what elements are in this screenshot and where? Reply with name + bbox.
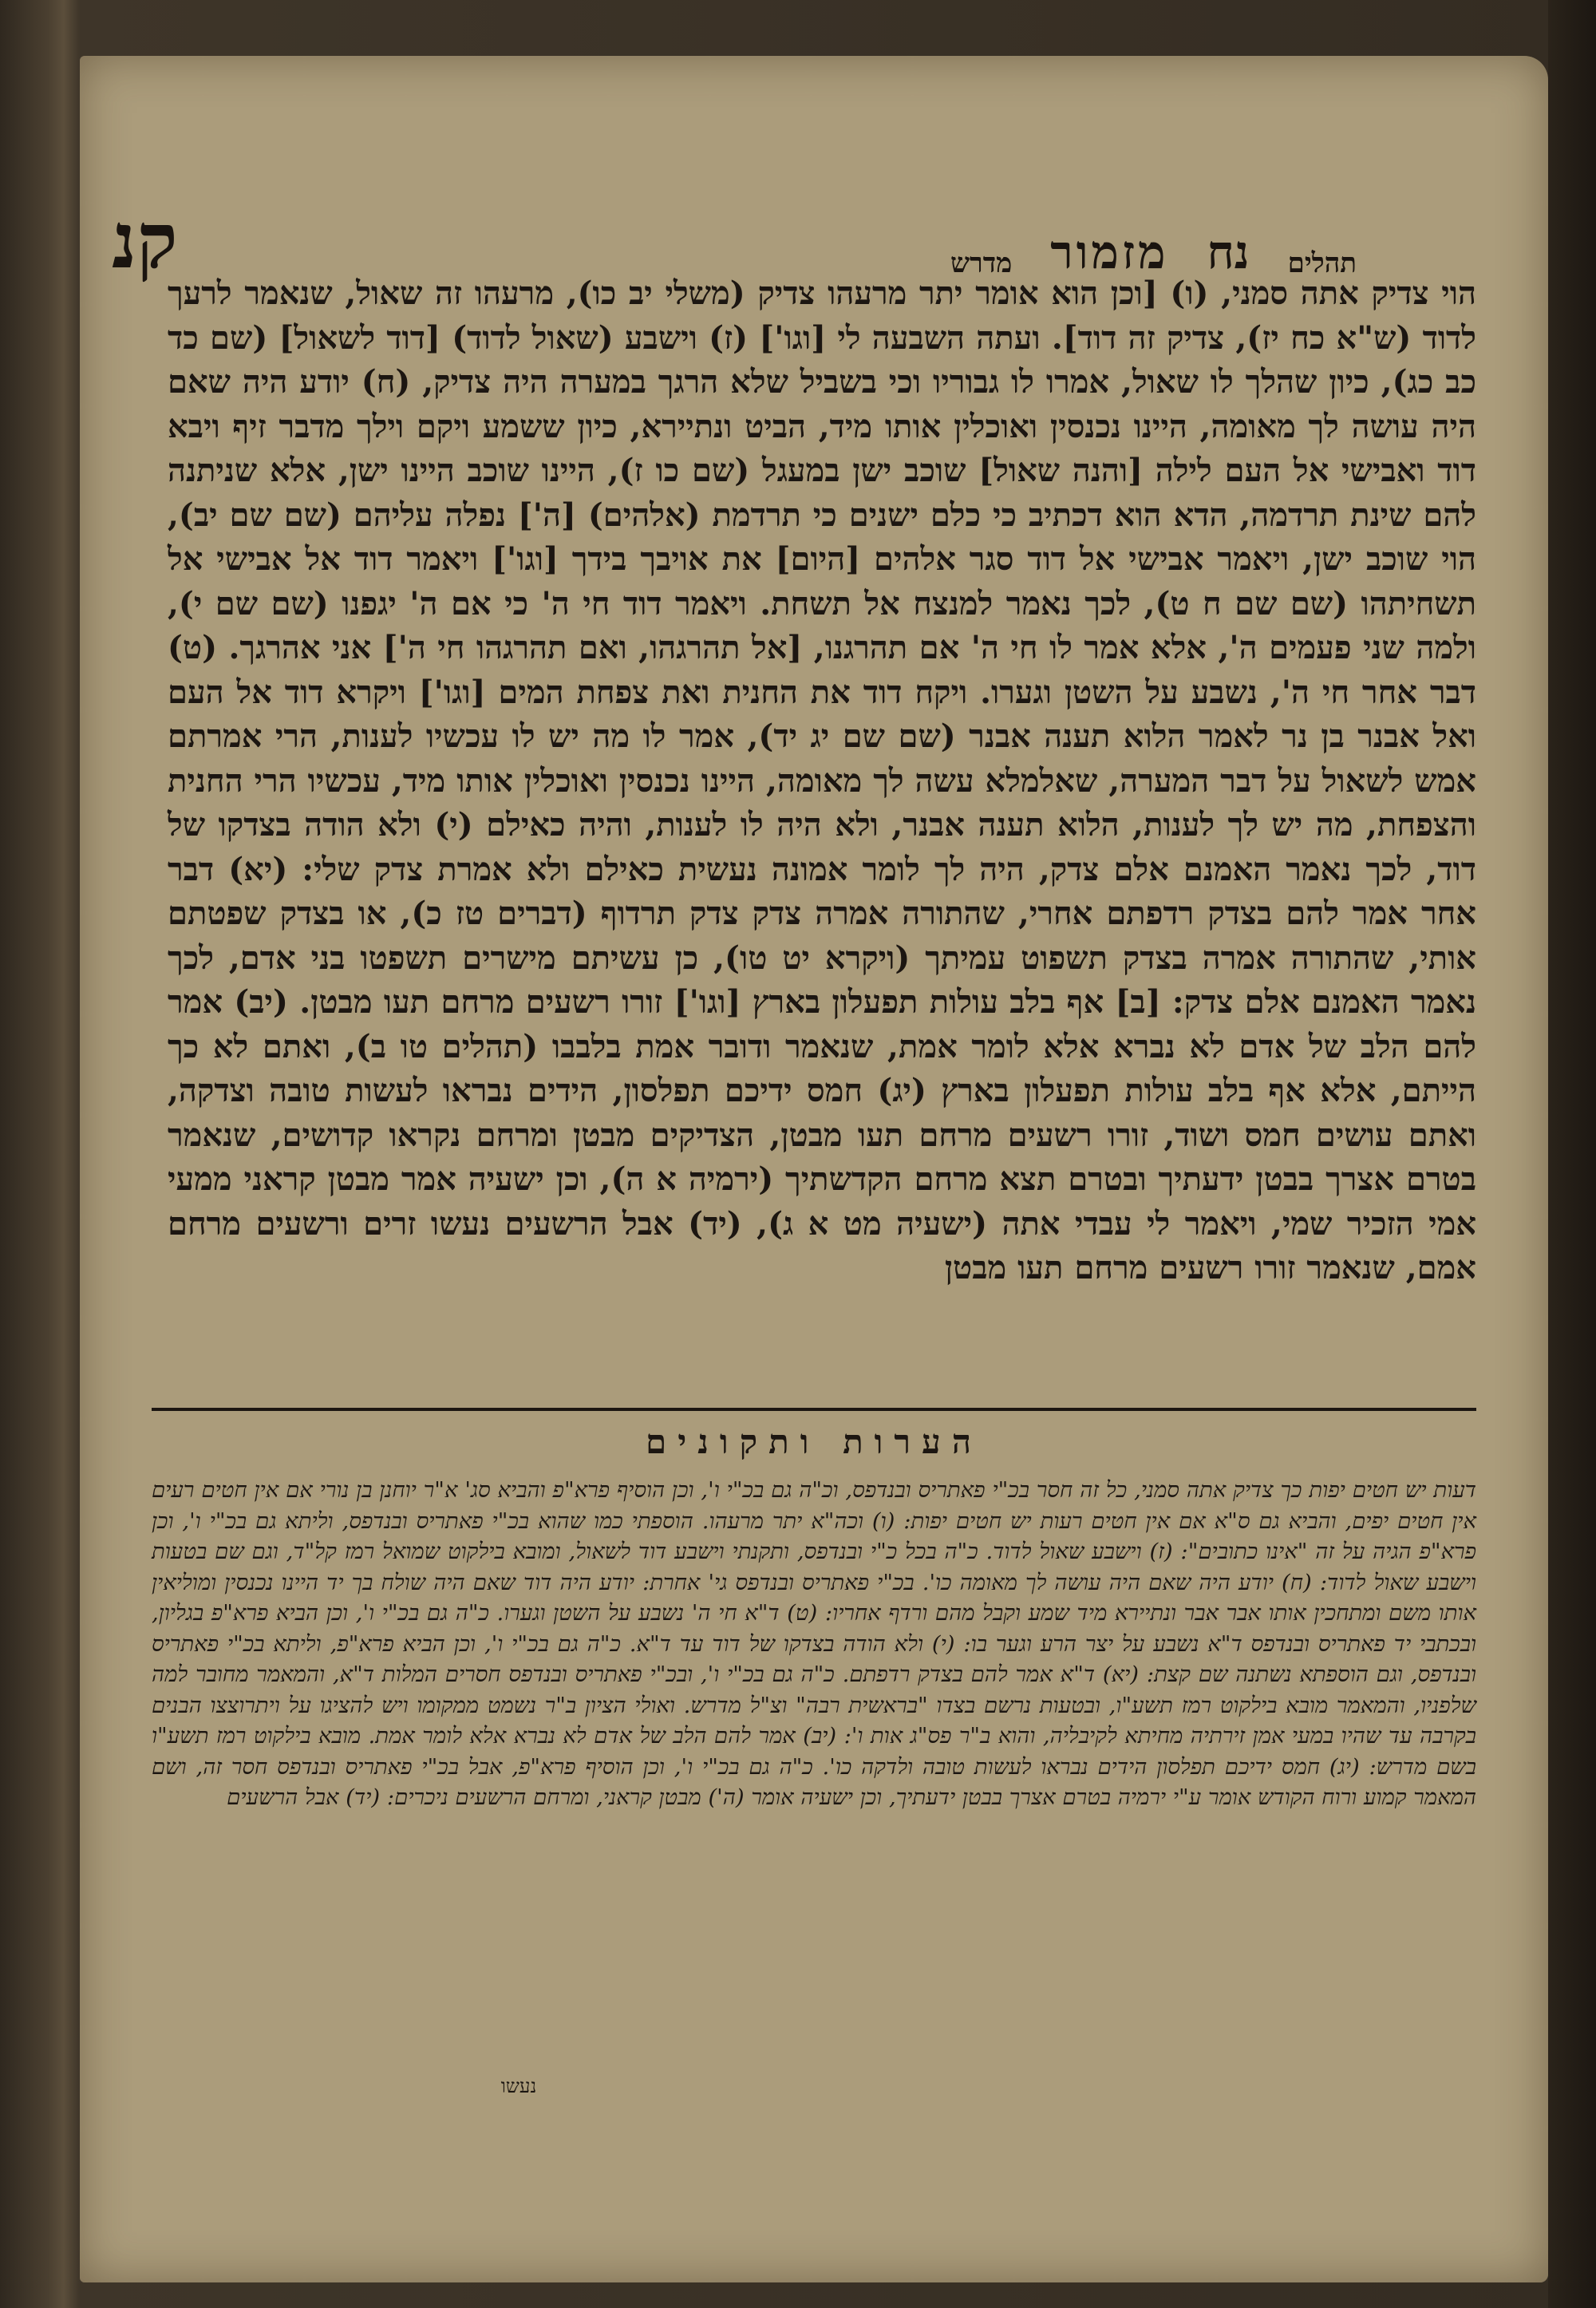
page-number: קנ <box>112 196 178 286</box>
book-spine <box>1548 0 1596 2308</box>
head-midrash: מדרש <box>950 247 1013 279</box>
head-mizmor: מזמור <box>1050 225 1169 279</box>
section-divider <box>152 1408 1476 1411</box>
main-text-block <box>168 271 1476 1381</box>
notes-heading: הערות ותקונים <box>645 1422 982 1461</box>
head-psalm-number: נח <box>1207 225 1250 279</box>
catchword: נעשו <box>500 2075 537 2097</box>
notes-text-block <box>152 1475 1476 2065</box>
notes-paragraph: דעות יש חטים יפות כך צדיק אתה סמני, כל זה חסר בכ"י פאתריס ובנדפס, וכ"ה גם בכ"י ו', וכן הוסיף פרא"פ והביא סג' א"ר יוחנן בן נורי אם אין חטים רעים אין חטים יפים, והביא גם ס"א אם אין חטים רעות יש חטים יפות: (ו) וכה"א יתר מרעהו. הוספתי כמו שהוא בכ"י פאתריס ובנדפס, וליתא גם בכ"י ו', וכן פרא"פ הגיה על זה "אינו כתובים": (ז) וישבע שאול לדוד. כ"ה בכל כ"י ובנדפס, ותקנתי וישבע דוד לשאול, ומובא בילקוט שמואל רמז קל"ד, וגם שם בטעות וישבע שאול לדוד: (ח) יודע היה שאם היה עושה לך מאומה כו'. בכ"י פאתריס ובנדפס גי' אחרת: יודע היה דוד שאם היה שולח בך יד היינו נכנסין ומוליאין אותו משם ומתחכין אותו אבר אבר ונתיירא מיד שמע וקבל מהם ורדף אחריו: (ט) ד"א חי ה' נשבע על השטן וגערו. כ"ה גם בכ"י ו', וכן הביא פרא"פ בגליון, ובכתבי יד פאתריס ובנדפס ד"א נשבע על יצר הרע וגער בו: (י) ולא הודה בצדקו של דוד עד ד"א. כ"ה גם בכ"י ו', וכן הביא פרא"פ, וליתא בכ"י פאתריס ובנדפס, וגם הוספתא נשתנה שם קצת: (יא) ד"א אמר להם בצדק רדפתם. כ"ה גם בכ"י ו', ובכ"י פאתריס ובנדפס חסרים המלות ד"א, והמאמר מחובר למה שלפניו, והמאמר מובא בילקוט רמז תשע"ו, ובטעות נרשם בצדו "בראשית רבה" וצ"ל מדרש. ואולי הציון ב"ר נשמט ממקומו ויש להציגו על ויתרוצצו הבנים בקרבה עד שהיו במעי אמן זירתיה מחיתא לקיבליה, והוא ב"ר פס"ג אות ו': (יב) אמר להם הלב של אדם לא נברא אלא לומר אמת. מובא בילקוט רמז תשע"ו בשם מדרש: (יג) חמס ידיכם תפלסון הידים נבראו לעשות טובה ולדקה כו'. כ"ה גם בכ"י ו', וכן הוסיף פרא"פ, אבל בכ"י פאתריס ובנדפס חסר זה, ושם המאמר קמוע ורוח הקודש אומר ע"י ירמיה בטרם אצרך בבטן ידעתיך, וכן ישעיה אומר (ה') מבטן קראני, ומרחם הרשעים ניכרים: (יד) אבל הרשעים <box>152 1477 1477 1810</box>
running-header <box>112 184 1500 286</box>
main-text-paragraph: הוי צדיק אתה סמני, (ו) [וכן הוא אומר יתר מרעהו צדיק (משלי יב כו), מרעהו זה שאול, שנאמר לרעך לדוד (ש"א כח יז), צדיק זה דוד]. ועתה השבעה לי [וגו'] (ז) וישבע (שאול לדוד) [דוד לשאול] (שם כד כב כג), כיון שהלך לו שאול, אמרו לו גבוריו וכי בשביל שלא הרגך במערה היה צדיק, (ח) יודע היה שאם היה עושה לך מאומה, היינו נכנסין ואוכלין אותו מיד, הביט ונתיירא, כיון ששמע ויקם וילך מדבר זיף ויבא דוד ואבישי אל העם לילה [והנה שאול] שוכב ישן במעגל (שם כו ז), היינו שוכב היינו ישן, אלא שניתנה להם שינת תרדמה, הדא הוא דכתיב כי כלם ישנים כי תרדמת (אלהים) [ה'] נפלה עליהם (שם שם יב), הוי שוכב ישן, ויאמר אבישי אל דוד סגר אלהים [היום] את אויבך בידך [וגו'] ויאמר דוד אל אבישי אל תשחיתהו (שם שם ח ט), לכך נאמר למנצח אל תשחת. ויאמר דוד חי ה' כי אם ה' יגפנו (שם שם י), ולמה שני פעמים ה', אלא אמר לו חי ה' אם תהרגנו, [אל תהרגהו, ואם תהרגהו חי ה'] אני אהרגך. (ט) דבר אחר חי ה', נשבע על השטן וגערו. ויקח דוד את החנית ואת צפחת המים [וגו'] ויקרא דוד אל העם ואל אבנר בן נר לאמר הלוא תענה אבנר (שם שם יג יד), אמר לו מה יש לו עכשיו לענות, הרי אמרתם אמש לשאול על דבר המערה, שאלמלא עשה לך מאומה, היינו נכנסין ואוכלין אותו מיד, עכשיו הרי החנית והצפחת, מה יש לך לענות, הלוא תענה אבנר, ולא היה לו לענות, והיה כאילם (י) ולא הודה בצדקו של דוד, לכך נאמר האמנם אלם צדק, היה לך לומר אמונה נעשית כאילם ולא אמרת צדק שלי: (יא) דבר אחר אמר להם בצדק רדפתם אחרי, שהתורה אמרה צדק צדק תרדוף (דברים טז כ), או בצדק שפטתם אותי, שהתורה אמרה בצדק תשפוט עמיתך (ויקרא יט טו), כן עשיתם מישרים תשפטו בני אדם, לכך נאמר האמנם אלם צדק: [ב] אף בלב עולות תפעלון בארץ [וגו'] זורו רשעים מרחם תעו מבטן. (יב) אמר להם הלב של אדם לא נברא אלא לומר אמת, שנאמר ודובר אמת בלבבו (תהלים טו ב), ואתם לא כך הייתם, אלא אף בלב עולות תפעלון בארץ (יג) חמס ידיכם תפלסון, הידים נבראו לעשות טובה וצדקה, ואתם עושים חמס ושוד, זורו רשעים מרחם תעו מבטן, הצדיקים מבטן ומרחם נקראו קדושים, שנאמר בטרם אצרך בבטן ידעתיך ובטרם תצא מרחם הקדשתיך (ירמיה א ה), וכן ישעיה אמר מבטן קראני ממעי אמי הזכיר שמי, ויאמר לי עבדי אתה (ישעיה מט א ג), (יד) אבל הרשעים נעשו זרים ורשעים מרחם אמם, שנאמר זורו רשעים מרחם תעו מבטן <box>168 275 1477 1286</box>
head-tehillim: תהלים <box>1287 247 1357 279</box>
